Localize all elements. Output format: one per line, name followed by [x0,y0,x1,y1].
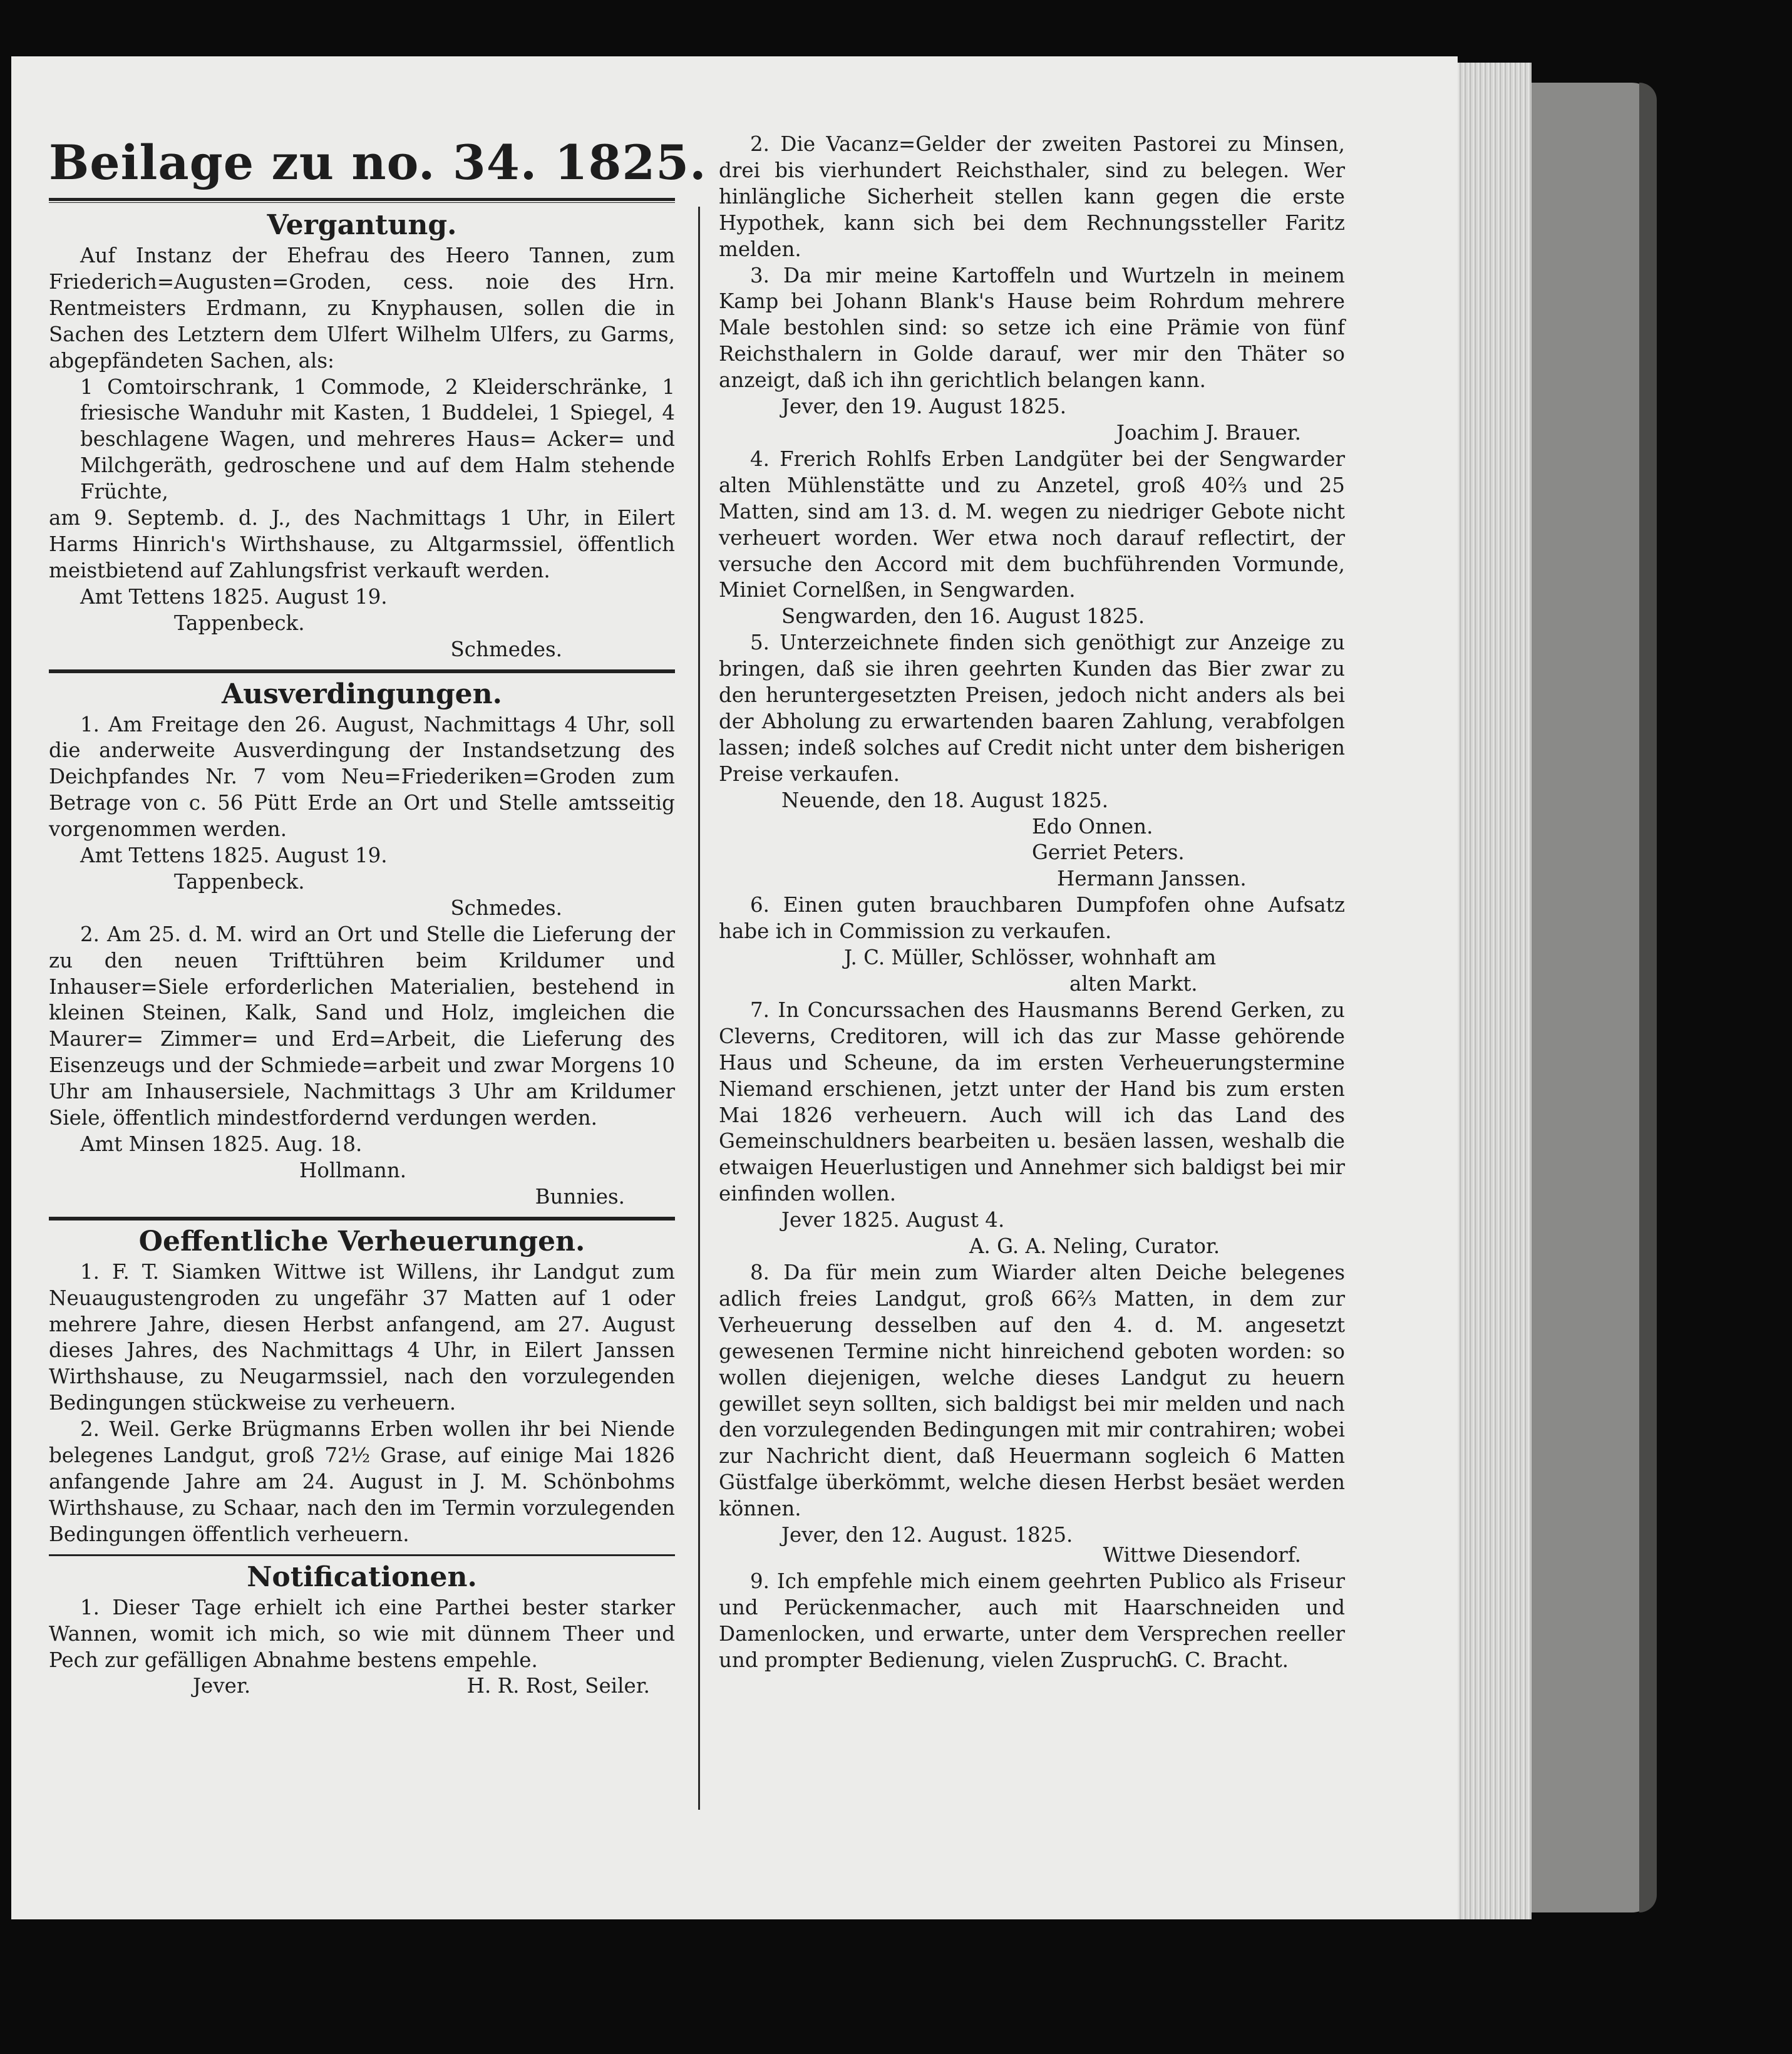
section-rule [49,669,675,673]
right-date8: Jever, den 12. August. 1825. [781,1523,1073,1547]
ausverdingungen-sig1a: Tappenbeck. [174,869,305,894]
section-heading-vergantung: Vergantung. [267,209,457,241]
notificationen-item1: 1. Dieser Tage erhielt ich eine Parthei bester starker Wannen, womit ich mich, so wie mit dünnem Theer und Pech zur gefälligen Abnahme bestens empehle. [49,1595,675,1672]
section-heading-verheuerungen: Oeffentliche Verheuerungen. [138,1225,585,1257]
right-sig5a: Edo Onnen. [1032,814,1153,839]
right-item2: 2. Die Vacanz=Gelder der zweiten Pastorei zu Minsen, drei bis vierhundert Reichsthaler, sind zu belegen. Wer hinlängliche Sicherheit stellen kann gegen die erste Hypothek, kann sich bei dem Rechnungssteller Faritz melden. [719,132,1345,261]
right-sig5c: Hermann Janssen. [1057,867,1247,891]
right-date4: Sengwarden, den 16. August 1825. [781,604,1145,629]
right-item4: 4. Frerich Rohlfs Erben Landgüter bei der Sengwarder alten Mühlenstätte und zu Anzetel, groß 40⅔ und 25 Matten, sind am 13. d. M. wegen zu niedriger Gebote nicht verheuert worden. Wer etwa noch darauf reflectirt, der versuche den Accord mit dem buchführenden Vormunde, Miniet Cornelßen, in Sengwarden. [719,446,1345,602]
right-sig3: Joachim J. Brauer. [1116,420,1301,445]
right-item7: 7. In Concurssachen des Hausmanns Berend Gerken, zu Cleverns, Creditoren, will ich das zur Masse gehörende Haus und Scheune, da im ersten Verheuerungstermine Niemand erschienen, jetzt unter der Hand bis zum ersten Mai 1826 verheuern. Auch will ich das Land des Gemeinschuldners bearbeiten u. besäen lassen, weshalb die etwaigen Heuerlustigen und Annehmer sich baldigst bei mir einfinden wollen. [719,998,1345,1206]
vergantung-items: 1 Comtoirschrank, 1 Commode, 2 Kleiderschränke, 1 friesische Wanduhr mit Kasten, 1 Buddelei, 1 Spiegel, 4 beschlagene Wagen, und mehreres Haus= Acker= und Milchgeräth, gedroschene und auf dem Halm stehende Früchte, [80,374,675,504]
vergantung-sig1: Tappenbeck. [174,611,305,635]
notificationen-signature-line [49,1673,675,1700]
section-rule [49,1554,675,1556]
section-heading-ausverdingungen: Ausverdingungen. [222,678,502,710]
title-rule [49,198,675,203]
right-sig6b: alten Markt. [1069,972,1198,996]
right-date3: Jever, den 19. August 1825. [781,395,1067,419]
column-divider [698,207,700,1810]
page-edges [1458,63,1532,1919]
notificationen-place: Jever. [193,1674,251,1698]
verheuerungen-item2: 2. Weil. Gerke Brügmanns Erben wollen ihr bei Niende belegenes Landgut, groß 72½ Grase, auf einige Mai 1826 anfangende Jahre am 24. August in J. M. Schönbohms Wirthshause, zu Schaar, nach den im Termin vorzulegenden Bedingungen öffentlich verheuern. [49,1417,675,1546]
book-cover [1532,83,1657,1912]
right-sig8: Wittwe Diesendorf. [1103,1543,1301,1567]
ausverdingungen-date2: Amt Minsen 1825. Aug. 18. [80,1132,363,1156]
ausverdingungen-item1: 1. Am Freitage den 26. August, Nachmittags 4 Uhr, soll die anderweite Ausverdingung der Instandsetzung des Deichpfandes Nr. 7 vom Neu=Friederiken=Groden zum Betrage von c. 56 Pütt Erde an Ort und Stelle amtsseitig vorgenommen werden. [49,712,675,842]
right-date8-line [719,1522,1345,1549]
right-item6: 6. Einen guten brauchbaren Dumpfofen ohne Aufsatz habe ich in Commission zu verkaufen. [719,893,1345,944]
right-column [719,132,1345,1673]
right-sig5b: Gerriet Peters. [1032,840,1185,865]
right-item9: 9. Ich empfehle mich einem geehrten Publico als Friseur und Perückenmacher, auch mit Haarschneiden und Damenlocken, und erwarte, unter dem Versprechen reeller und prompter Bedienung, vielen Zuspruch. [719,1569,1345,1672]
ausverdingungen-date1: Amt Tettens 1825. August 19. [80,844,388,868]
right-item5: 5. Unterzeichnete finden sich genöthigt zur Anzeige zu bringen, daß sie ihren geehrten Kunden das Bier zwar zu den heruntergesetzten Preisen, jedoch nicht anders als bei der Abholung zu erwartenden baaren Zahlung, verabfolgen lassen; indeß solches auf Credit nicht unter dem bisherigen Preise verkaufen. [719,631,1345,786]
right-item3: 3. Da mir meine Kartoffeln und Wurtzeln in meinem Kamp bei Johann Blank's Hause beim Rohrdum mehrere Male bestohlen sind: so setze ich eine Prämie von fünf Reichsthalern in Golde darauf, wer mir den Thäter so anzeigt, daß ich ihn gerichtlich belangen kann. [719,263,1345,393]
notificationen-sig: H. R. Rost, Seiler. [466,1674,650,1698]
page-title: Beilage zu no. 34. 1825. [49,135,707,190]
right-date7: Jever 1825. August 4. [781,1208,1005,1232]
vergantung-sig2: Schmedes. [450,637,562,661]
verheuerungen-item1: 1. F. T. Siamken Wittwe ist Willens, ihr Landgut zum Neuaugustengroden zu ungefähr 37 Matten auf 1 oder mehrere Jahre, diesen Herbst anfangend, am 27. August dieses Jahres, des Nachmittags 4 Uhr, in Eilert Janssen Wirthshause, zu Neugarmssiel, nach den vorzulegenden Bedingungen stückweise zu verheuern. [49,1259,675,1415]
section-heading-notificationen: Notificationen. [247,1561,477,1593]
vergantung-text2: am 9. Septemb. d. J., des Nachmittags 1 Uhr, in Eilert Harms Hinrich's Wirthshause, zu Altgarmssiel, öffentlich meistbietend auf Zahlungsfrist verkauft werden. [49,506,675,582]
right-sig9: G. C. Bracht. [1156,1648,1289,1672]
vergantung-text: Auf Instanz der Ehefrau des Heero Tannen, zum Friederich=Augusten=Groden, cess. noie des Hrn. Rentmeisters Erdmann, zu Knyphausen, sollen die in Sachen des Letztern dem Ulfert Wilhelm Ulfers, zu Garms, abgepfändeten Sachen, als: [49,244,675,373]
left-column [49,132,707,1700]
ausverdingungen-item2: 2. Am 25. d. M. wird an Ort und Stelle die Lieferung der zu den neuen Trifttühren beim Krildumer und Inhauser=Siele erforderlichen Materialien, bestehend in kleinen Steinen, Kalk, Sand und Holz, imgleichen die Maurer= Zimmer= und Erd=Arbeit, die Lieferung des Eisenzeugs und der Schmiede=arbeit und zwar Morgens 10 Uhr am Inhausersiele, Nachmittags 3 Uhr am Krildumer Siele, öffentlich mindestfordernd verdungen werden. [49,922,675,1130]
right-sig7: A. G. A. Neling, Curator. [969,1234,1220,1259]
section-rule [49,1217,675,1221]
vergantung-date: Amt Tettens 1825. August 19. [80,584,388,609]
newspaper-page [11,56,1458,1919]
ausverdingungen-sig1b: Schmedes. [450,895,562,920]
ausverdingungen-sig2b: Bunnies. [535,1184,625,1209]
ausverdingungen-sig2a: Hollmann. [299,1158,407,1182]
right-sig6a: J. C. Müller, Schlösser, wohnhaft am [844,946,1217,970]
right-date5: Neuende, den 18. August 1825. [781,788,1109,812]
right-item8: 8. Da für mein zum Wiarder alten Deiche belegenes adlich freies Landgut, groß 66⅔ Matten, in dem zur Verheuerung desselben auf den 4. d. M. angesetzt gewesenen Termine nicht hinreichend geboten worden: so wollen diejenigen, welche dieses Landgut zu heuern gewillet seyn sollten, sich baldigst bei mir melden und nach den vorzulegenden Bedingungen mit mir contrahiren; wobei zur Nachricht dient, daß Heuermann sogleich 6 Matten Güstfalge überkömmt, welche diesen Herbst besäet werden können. [719,1260,1345,1521]
